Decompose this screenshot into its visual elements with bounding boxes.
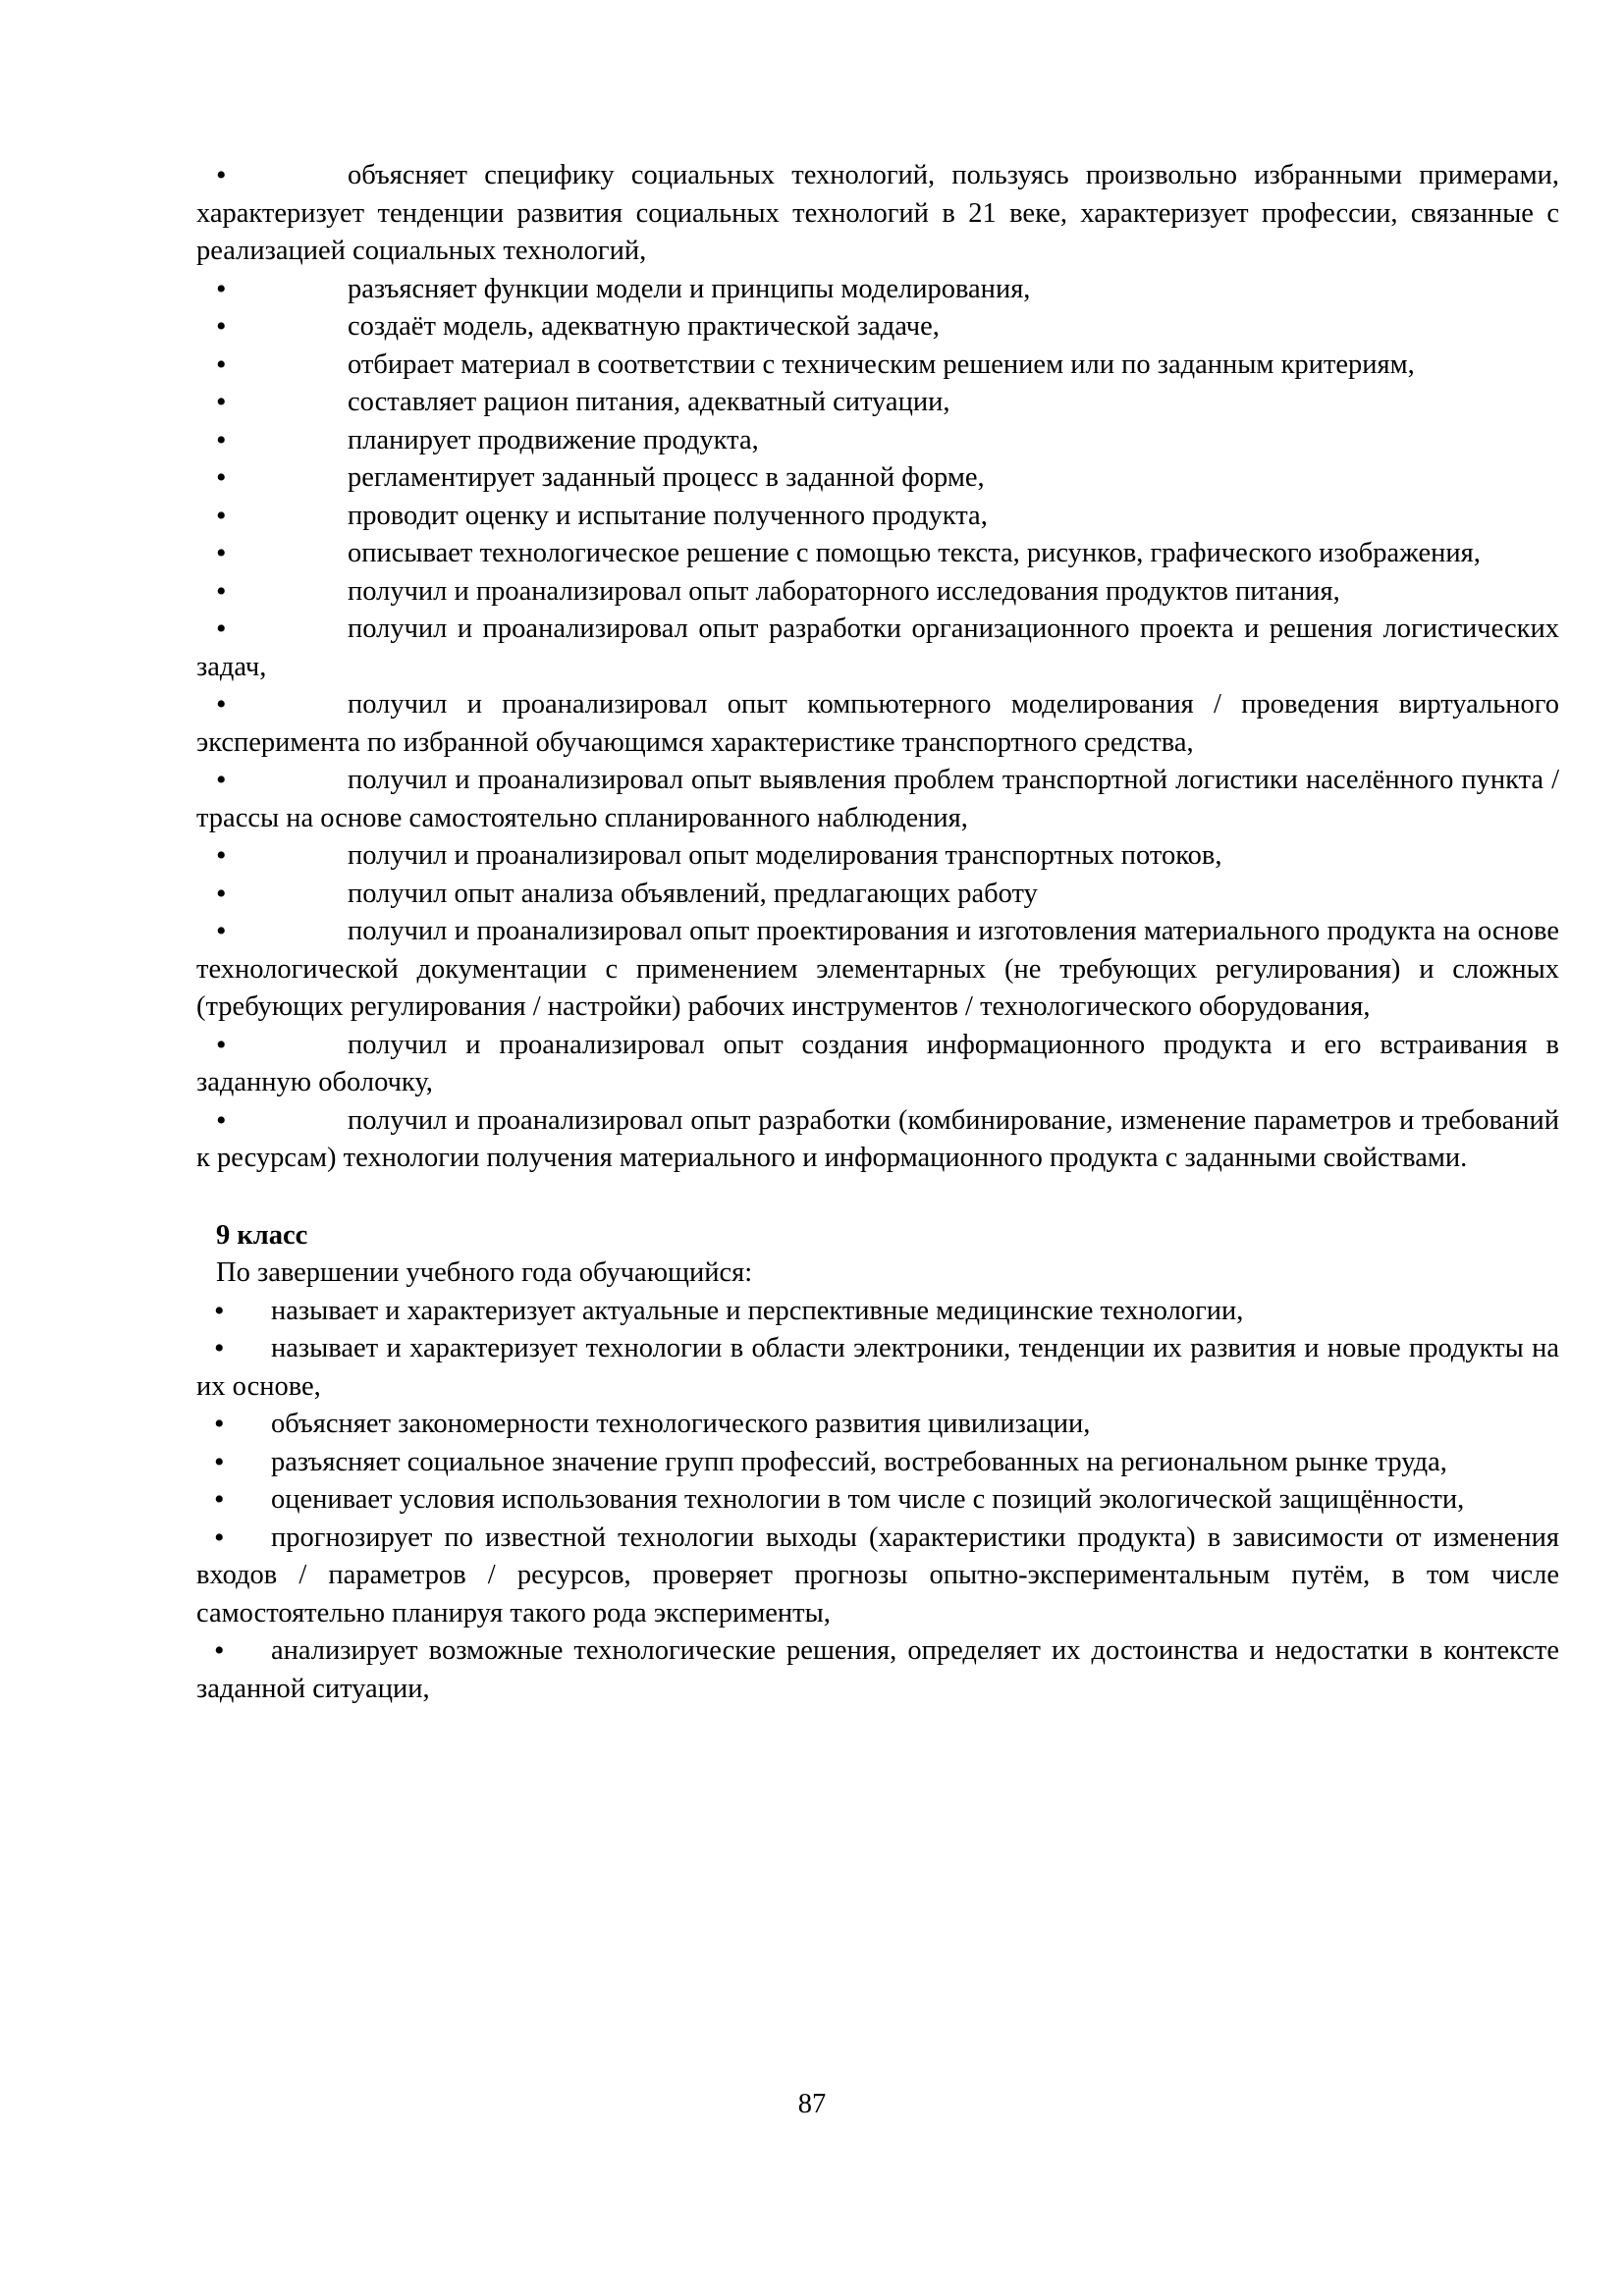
list-item: [196, 459, 1559, 498]
list-item: [196, 686, 1559, 762]
bullet-icon: •: [214, 1634, 225, 1667]
list-item-text: получил и проанализировал опыт моделирования транспортных потоков,: [348, 840, 1222, 871]
list-item: [196, 1330, 1559, 1406]
list-item-text: получил и проанализировал опыт разработки (комбинирование, изменение параметров и требований к ресурсам) технологии получения материального и информационного продукта с заданными свойствами.: [196, 1104, 1559, 1173]
list-item: [196, 573, 1559, 612]
list-item: [196, 611, 1559, 686]
bullet-icon: •: [216, 537, 227, 569]
list-item-text: планирует продвижение продукта,: [348, 424, 759, 455]
bullet-icon: •: [216, 461, 227, 494]
bullet-icon: •: [216, 1028, 227, 1061]
list-item-text: получил и проанализировал опыт проектирования и изготовления материального продукта на основе технологической документации с применением элементарных (не требующих регулирования) и сложных (требующих регулирования / настройки) рабочих инструментов / технологического оборудования,: [196, 916, 1559, 1022]
list-item: [196, 1293, 1559, 1331]
page-body: [196, 157, 1559, 1708]
list-item: [196, 1027, 1559, 1102]
list-item-text: анализирует возможные технологические решения, определяет их достоинства и недостатки в контексте заданной ситуации,: [196, 1635, 1559, 1704]
bullet-icon: •: [214, 1521, 225, 1554]
list-item-text: разъясняет социальное значение групп профессий, востребованных на региональном рынке труда,: [271, 1446, 1447, 1477]
bullet-icon: •: [216, 310, 227, 343]
bullet-icon: •: [216, 272, 227, 305]
list-item-text: называет и характеризует технологии в области электроники, тенденции их развития и новые продукты на их основе,: [196, 1333, 1559, 1402]
bullet-icon: •: [216, 877, 227, 910]
grade8-outcomes-list: [196, 157, 1559, 1178]
list-item: [196, 157, 1559, 271]
bullet-icon: •: [216, 1103, 227, 1137]
bullet-icon: •: [216, 915, 227, 947]
list-item: [196, 535, 1559, 573]
list-item-text: составляет рацион питания, адекватный ситуации,: [348, 387, 950, 417]
list-item: [196, 422, 1559, 460]
list-item-text: получил опыт анализа объявлений, предлагающих работу: [348, 878, 1038, 909]
bullet-icon: •: [216, 423, 227, 456]
bullet-icon: •: [216, 688, 227, 721]
bullet-icon: •: [214, 1483, 225, 1516]
list-item-text: описывает технологическое решение с помощью текста, рисунков, графического изображения,: [348, 538, 1481, 568]
list-item: [196, 1520, 1559, 1633]
list-item-text: получил и проанализировал опыт лабораторного исследования продуктов питания,: [348, 575, 1340, 607]
list-item: [196, 1481, 1559, 1520]
list-item: [196, 271, 1559, 309]
list-item-text: объясняет закономерности технологического развития цивилизации,: [271, 1409, 1091, 1439]
bullet-icon: •: [216, 839, 227, 872]
list-item: [196, 1632, 1559, 1708]
list-item: [196, 1102, 1559, 1178]
grade9-outcomes-list: [196, 1293, 1559, 1709]
list-item-text: отбирает материал в соответствии с техническим решением или по заданным критериям,: [348, 348, 1415, 380]
list-item-text: называет и характеризует актуальные и перспективные медицинские технологии,: [271, 1295, 1244, 1326]
list-item-text: оценивает условия использования технологии в том числе с позиций экологической защищённости,: [271, 1484, 1465, 1515]
list-item-text: проводит оценку и испытание полученного продукта,: [348, 500, 988, 531]
page-number: 87: [797, 2089, 827, 2119]
bullet-icon: •: [216, 764, 227, 796]
section-intro: По завершении учебного года обучающийся:: [216, 1257, 753, 1288]
bullet-icon: •: [214, 1332, 225, 1364]
list-item-text: получил и проанализировал опыт создания информационного продукта и его встраивания в заданную оболочку,: [196, 1029, 1559, 1097]
section-heading: 9 класс: [216, 1219, 308, 1251]
bullet-icon: •: [216, 613, 227, 645]
list-item-text: прогнозирует по известной технологии выходы (характеристики продукта) в зависимости от изменения входов / параметров / ресурсов, проверяет прогнозы опытно-экспериментальным путём, в том числе самостоятельно планируя такого рода эксперименты,: [196, 1522, 1559, 1629]
list-item: [196, 384, 1559, 422]
list-item-text: получил и проанализировал опыт разработки организационного проекта и решения логистических задач,: [196, 614, 1559, 682]
bullet-icon: •: [214, 1408, 225, 1440]
bullet-icon: •: [216, 574, 227, 608]
list-item-text: объясняет специфику социальных технологий, пользуясь произвольно избранными примерами, характеризует тенденции развития социальных технологий в 21 веке, характеризует профессии, связанные с реализацией социальных технологий,: [196, 160, 1559, 266]
bullet-icon: •: [214, 1445, 225, 1478]
list-item: [196, 308, 1559, 347]
bullet-icon: •: [216, 159, 227, 191]
list-item: [196, 1444, 1559, 1482]
list-item: [196, 762, 1559, 837]
list-item: [196, 913, 1559, 1027]
list-item-text: получил и проанализировал опыт компьютерного моделирования / проведения виртуального эксперимента по избранной обучающимся характеристике транспортного средства,: [196, 689, 1559, 758]
bullet-icon: •: [216, 347, 227, 381]
list-item: [196, 876, 1559, 914]
list-item-text: регламентирует заданный процесс в заданной форме,: [348, 462, 985, 493]
list-item-text: разъясняет функции модели и принципы моделирования,: [348, 273, 1031, 304]
bullet-icon: •: [216, 386, 227, 418]
list-item: [196, 498, 1559, 536]
bullet-icon: •: [214, 1294, 225, 1327]
list-item-text: получил и проанализировал опыт выявления проблем транспортной логистики населённого пункта / трассы на основе самостоятельно спланированного наблюдения,: [196, 765, 1559, 833]
list-item: [196, 837, 1559, 876]
list-item: [196, 1406, 1559, 1444]
bullet-icon: •: [216, 499, 227, 532]
list-item-text: создаёт модель, адекватную практической задаче,: [348, 311, 940, 342]
list-item: [196, 347, 1559, 385]
